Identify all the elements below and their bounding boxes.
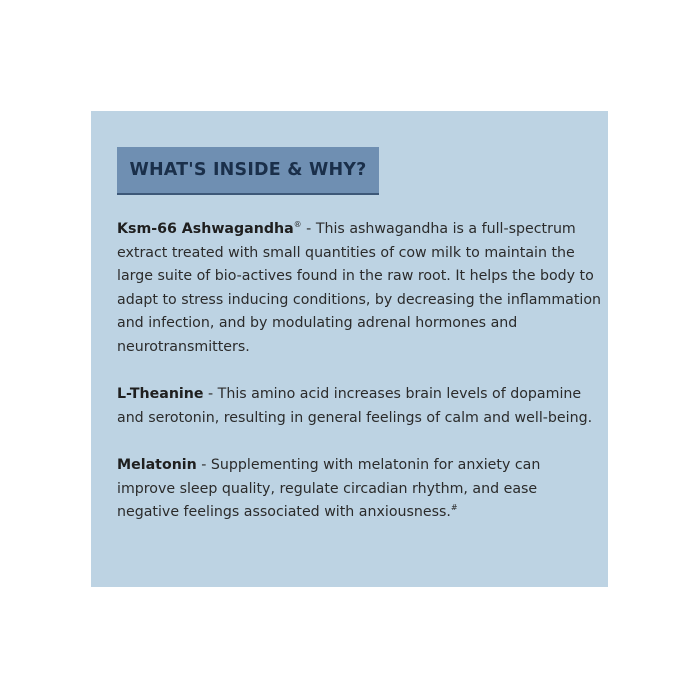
section-heading: WHAT'S INSIDE & WHY? bbox=[129, 160, 367, 180]
ingredient-description: Supplementing with melatonin for anxiety can improve sleep quality, regulate circadian rhythm, and ease negative feelings associated with anxiousness. bbox=[117, 456, 541, 521]
ingredient-name: Ksm-66 Ashwagandha bbox=[117, 221, 294, 237]
ingredient-item-melatonin bbox=[117, 454, 601, 525]
section-heading-box bbox=[117, 147, 379, 195]
ingredient-item-ashwagandha bbox=[117, 218, 601, 360]
ingredient-separator: - bbox=[196, 456, 211, 473]
ingredients-panel bbox=[91, 111, 608, 587]
ingredient-description: This ashwagandha is a full-spectrum extract treated with small quantities of cow milk to maintain the large suite of bio-actives found in the raw root. It helps the body to adapt to stress inducing conditions, by decreasing the inflammation and infection, and by modulating adrenal hormones and neurotransmitters. bbox=[117, 221, 602, 355]
registered-mark: ® bbox=[293, 220, 302, 229]
ingredient-name: Melatonin bbox=[117, 456, 197, 473]
ingredient-item-l-theanine bbox=[117, 383, 601, 430]
ingredient-description: This amino acid increases brain levels of dopamine and serotonin, resulting in general feelings of calm and well-being. bbox=[117, 386, 593, 426]
ingredient-name: L-Theanine bbox=[117, 386, 204, 403]
ingredients-list bbox=[117, 218, 601, 548]
ingredient-separator: - bbox=[301, 221, 316, 237]
footnote-mark: # bbox=[450, 503, 458, 513]
ingredient-separator: - bbox=[203, 386, 218, 403]
